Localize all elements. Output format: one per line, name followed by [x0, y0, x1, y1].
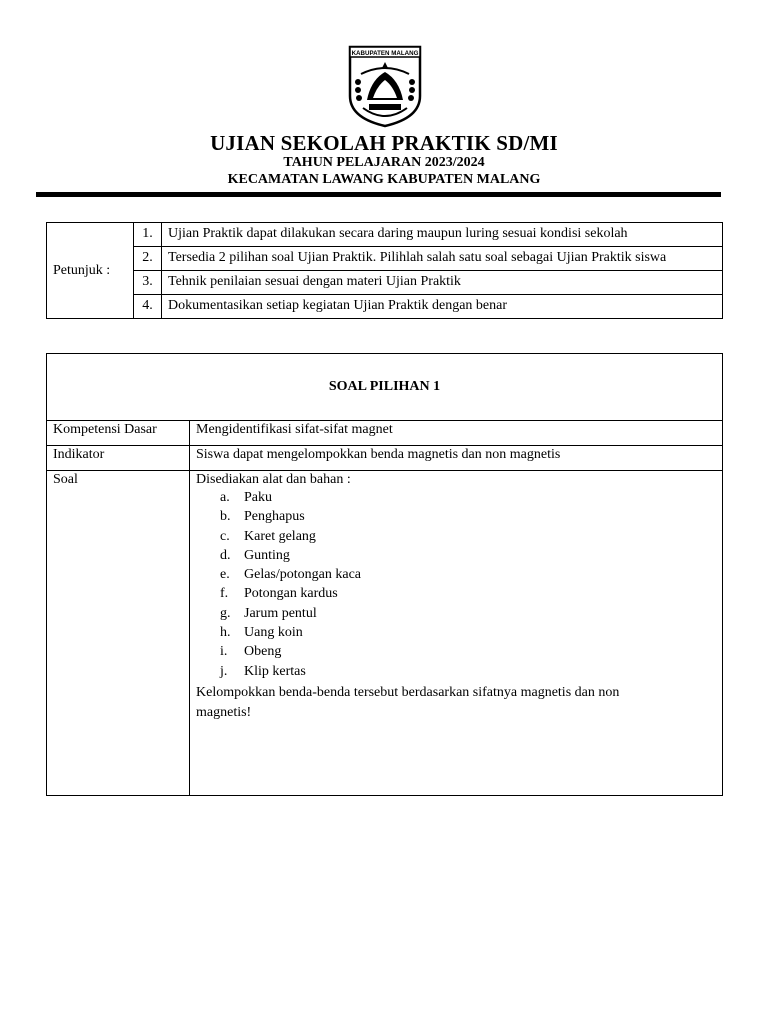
petunjuk-text: Tersedia 2 pilihan soal Ujian Praktik. Pilihlah salah satu soal sebagai Ujian Praktik siswa — [162, 247, 723, 271]
list-item-text: Gelas/potongan kaca — [244, 567, 362, 583]
petunjuk-number: 2. — [134, 247, 162, 271]
indikator-value: Siswa dapat mengelompokkan benda magnetis dan non magnetis — [190, 446, 723, 471]
list-marker: d. — [220, 547, 231, 563]
petunjuk-label: Petunjuk : — [47, 223, 134, 319]
soal-instruction: Kelompokkan benda-benda tersebut berdasarkan sifatnya magnetis dan non magnetis! — [196, 684, 620, 720]
petunjuk-text: Dokumentasikan setiap kegiatan Ujian Praktik dengan benar — [162, 295, 723, 319]
list-item-text: Potongan kardus — [244, 586, 338, 602]
petunjuk-row — [47, 295, 723, 319]
list-item-text: Klip kertas — [244, 663, 306, 679]
list-marker: f. — [220, 586, 229, 602]
list-item — [196, 488, 716, 507]
soal-intro: Disediakan alat dan bahan : — [196, 472, 351, 487]
list-marker: e. — [220, 567, 230, 583]
kabupaten-malang-emblem — [347, 44, 423, 128]
list-item-text: Uang koin — [244, 625, 303, 641]
petunjuk-row — [47, 271, 723, 295]
academic-year: TAHUN PELAJARAN 2023/2024 — [283, 155, 485, 170]
list-marker: c. — [220, 528, 230, 544]
petunjuk-number: 4. — [134, 295, 162, 319]
list-item-text: Obeng — [244, 644, 282, 660]
list-item — [196, 565, 716, 584]
list-item — [196, 642, 716, 661]
list-item — [196, 527, 716, 546]
list-marker: g. — [220, 605, 231, 621]
soal-label: Soal — [47, 471, 190, 796]
petunjuk-row — [47, 247, 723, 271]
petunjuk-row — [47, 223, 723, 247]
list-item — [196, 604, 716, 623]
list-item — [196, 584, 716, 603]
petunjuk-table — [46, 222, 723, 319]
list-item — [196, 546, 716, 565]
list-marker: a. — [220, 490, 230, 505]
list-item-text: Paku — [244, 490, 272, 505]
list-item-text: Jarum pentul — [244, 605, 317, 621]
petunjuk-number: 1. — [134, 223, 162, 247]
soal-content — [190, 471, 723, 796]
header-divider — [36, 192, 721, 197]
list-item — [196, 623, 716, 642]
list-marker: h. — [220, 625, 231, 641]
district-name: KECAMATAN LAWANG KABUPATEN MALANG — [227, 172, 541, 187]
list-item-text: Karet gelang — [244, 528, 316, 544]
petunjuk-text: Tehnik penilaian sesuai dengan materi Ujian Praktik — [162, 271, 723, 295]
page-title: UJIAN SEKOLAH PRAKTIK SD/MI — [210, 131, 558, 155]
list-marker: b. — [220, 509, 231, 525]
soal-table — [46, 353, 723, 796]
petunjuk-number: 3. — [134, 271, 162, 295]
list-marker: j. — [220, 663, 228, 679]
logo-text: KABUPATEN MALANG — [351, 50, 419, 57]
materials-list — [196, 488, 716, 681]
list-item — [196, 507, 716, 526]
list-item-text: Penghapus — [244, 509, 305, 525]
kompetensi-dasar-label: Kompetensi Dasar — [47, 421, 190, 446]
kompetensi-dasar-value: Mengidentifikasi sifat-sifat magnet — [190, 421, 723, 446]
petunjuk-text: Ujian Praktik dapat dilakukan secara daring maupun luring sesuai kondisi sekolah — [162, 223, 723, 247]
list-item — [196, 662, 716, 681]
list-item-text: Gunting — [244, 547, 290, 563]
indikator-label: Indikator — [47, 446, 190, 471]
list-marker: i. — [220, 644, 228, 660]
soal-heading: SOAL PILIHAN 1 — [47, 354, 723, 421]
